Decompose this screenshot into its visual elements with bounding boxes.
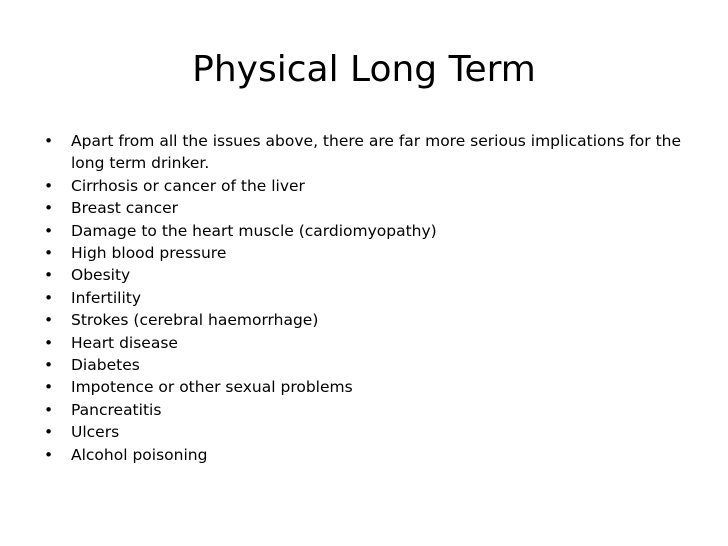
list-item <box>44 376 684 398</box>
list-item <box>44 175 684 197</box>
list-item-text: Diabetes <box>71 356 140 375</box>
list-item <box>44 399 684 421</box>
list-item <box>44 287 684 309</box>
list-item <box>44 130 684 175</box>
bullet-icon: • <box>44 199 54 218</box>
bullet-icon: • <box>44 132 54 150</box>
list-item-text: Obesity <box>71 266 131 285</box>
list-item <box>44 220 684 242</box>
list-item <box>44 264 684 286</box>
bullet-icon: • <box>44 311 54 330</box>
list-item-text: Strokes (cerebral haemorrhage) <box>71 311 319 330</box>
bullet-icon: • <box>44 333 54 352</box>
list-item <box>44 444 684 466</box>
slide-title: Physical Long Term <box>192 49 536 90</box>
list-item-text: Cirrhosis or cancer of the liver <box>71 176 305 195</box>
bullet-icon: • <box>44 221 54 240</box>
bullet-list <box>44 130 684 466</box>
list-item <box>44 421 684 443</box>
bullet-icon: • <box>44 445 54 464</box>
list-item <box>44 332 684 354</box>
bullet-icon: • <box>44 288 54 307</box>
list-item-text: Infertility <box>71 288 142 307</box>
list-item <box>44 242 684 264</box>
list-item <box>44 309 684 331</box>
bullet-icon: • <box>44 176 54 195</box>
bullet-icon: • <box>44 266 54 285</box>
list-item-text: Apart from all the issues above, there are far more serious implications for the long term drinker. <box>71 132 682 173</box>
list-item-text: Impotence or other sexual problems <box>71 378 353 397</box>
bullet-icon: • <box>44 400 54 419</box>
bullet-icon: • <box>44 244 54 263</box>
bullet-icon: • <box>44 423 54 442</box>
list-item-text: Pancreatitis <box>71 400 162 419</box>
bullet-icon: • <box>44 356 54 375</box>
list-item-text: Ulcers <box>71 423 120 442</box>
bullet-icon: • <box>44 378 54 397</box>
list-item-text: Damage to the heart muscle (cardiomyopathy) <box>71 221 437 240</box>
list-item-text: Heart disease <box>71 333 178 352</box>
list-item-text: Alcohol poisoning <box>71 445 208 464</box>
list-item-text: Breast cancer <box>71 199 179 218</box>
list-item-text: High blood pressure <box>71 244 227 263</box>
list-item <box>44 354 684 376</box>
list-item <box>44 197 684 219</box>
